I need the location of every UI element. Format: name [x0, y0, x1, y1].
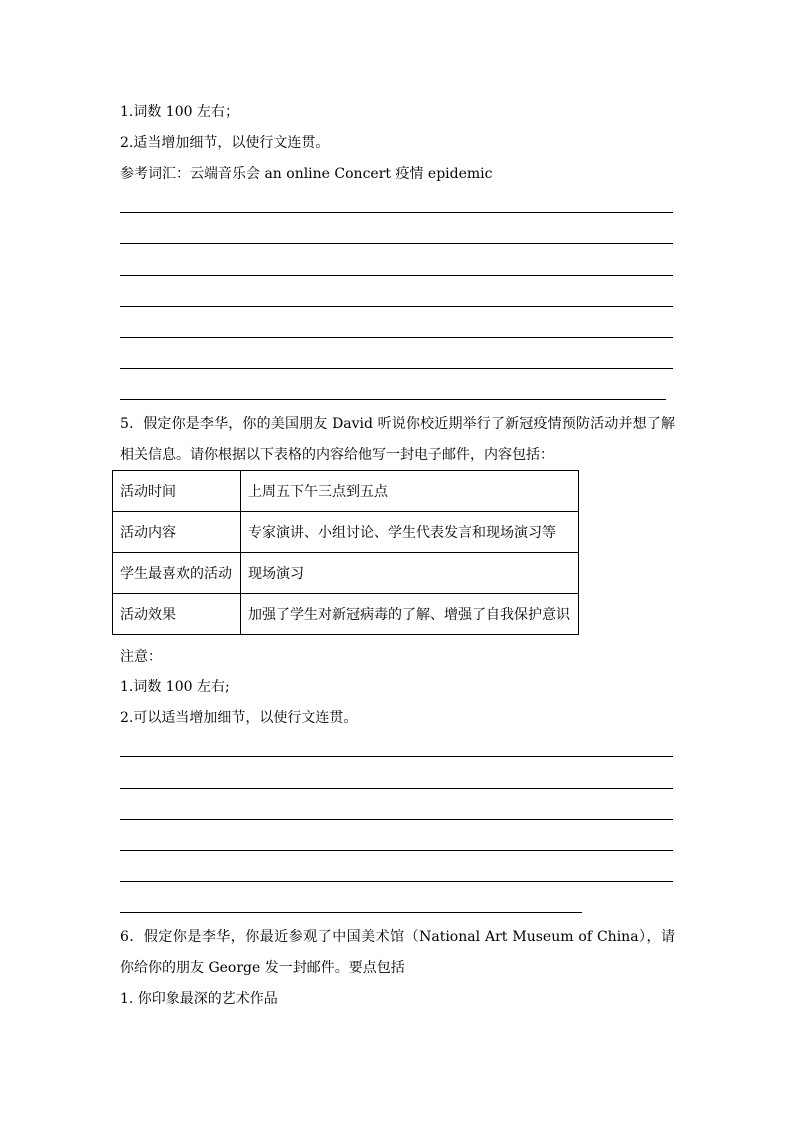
- q6-point-1: 1. 你印象最深的艺术作品: [120, 991, 278, 1007]
- table-value-cell: 加强了学生对新冠病毒的了解、增强了自我保护意识: [241, 594, 579, 635]
- table-row: [113, 553, 579, 594]
- answer-line: [120, 275, 673, 276]
- table-key-cell: 活动效果: [113, 594, 241, 635]
- q6-prompt: 6．假定你是李华，你最近参观了中国美术馆（National Art Museum of China），请你给你的朋友 George 发一封邮件。要点包括: [120, 929, 675, 976]
- answer-line: [120, 212, 673, 213]
- q5-note-heading: 注意：: [120, 649, 162, 665]
- table-key-cell: 活动内容: [113, 512, 241, 553]
- q5-requirement-word-count: 1.词数 100 左右;: [120, 679, 230, 695]
- answer-line: [120, 306, 673, 307]
- answer-line: [120, 243, 673, 244]
- answer-line: [120, 788, 673, 789]
- answer-line: [120, 850, 673, 851]
- answer-line: [120, 819, 673, 820]
- answer-line: [120, 912, 582, 913]
- table-key-cell: 学生最喜欢的活动: [113, 553, 241, 594]
- q4-requirement-word-count: 1.词数 100 左右；: [120, 104, 239, 120]
- answer-line: [120, 756, 673, 757]
- answer-line: [120, 881, 673, 882]
- q5-prompt: 5．假定你是李华，你的美国朋友 David 听说你校近期举行了新冠疫情预防活动并想了解相关信息。请你根据以下表格的内容给他写一封电子邮件，内容包括：: [120, 416, 675, 463]
- table-row: [113, 594, 579, 635]
- answer-line: [120, 368, 673, 369]
- table-row: [113, 512, 579, 553]
- table-row: [113, 471, 579, 512]
- table-value-cell: 上周五下午三点到五点: [241, 471, 579, 512]
- q4-requirement-details: 2.适当增加细节，以使行文连贯。: [120, 135, 330, 151]
- table-value-cell: 现场演习: [241, 553, 579, 594]
- table-key-cell: 活动时间: [113, 471, 241, 512]
- q5-requirement-details: 2.可以适当增加细节，以使行文连贯。: [120, 710, 358, 726]
- answer-line: [120, 337, 673, 338]
- table-value-cell: 专家演讲、小组讨论、学生代表发言和现场演习等: [241, 512, 579, 553]
- q5-info-table: [112, 470, 579, 635]
- answer-line: [120, 399, 666, 400]
- q4-reference-vocabulary: 参考词汇：云端音乐会 an online Concert 疫情 epidemic: [120, 166, 493, 182]
